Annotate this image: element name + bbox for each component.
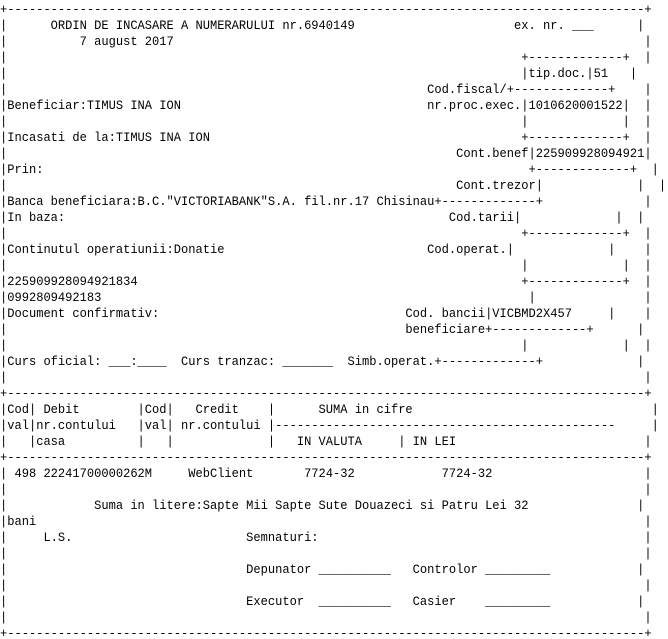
- document-line: | L.S. Semnaturi: |: [0, 530, 652, 545]
- document-line: | |: [0, 578, 652, 593]
- document-line: |Document confirmativ: Cod. bancii|VICBMD2X457 | |: [0, 306, 652, 321]
- document-line: | | | |: [0, 258, 652, 273]
- document-line: |225909928094921834 +-------------+ |: [0, 274, 652, 289]
- document-line: | +-------------+ |: [0, 50, 652, 65]
- document-line: | Executor __________ Casier _________ |: [0, 594, 645, 609]
- document-line: | 7 august 2017 |: [0, 34, 652, 49]
- document-line: | Depunator __________ Controlor _________ |: [0, 562, 645, 577]
- document-line: | |: [0, 370, 652, 385]
- document-line: |Prin: +-------------+ |: [0, 162, 659, 177]
- document-line: |Continutul operatiunii:Donatie Cod.operat.| | |: [0, 242, 652, 257]
- document-line: +----------------------------------------------------------------------------------------+: [0, 386, 652, 401]
- document-line: |Banca beneficiara:B.C."VICTORIABANK"S.A. fil.nr.17 Chisinau+-------------+ |: [0, 194, 652, 209]
- document-line: | Cont.benef|225909928094921|: [0, 146, 652, 161]
- document-line: | |: [0, 546, 652, 561]
- document-line: | 498 22241700000262M WebClient 7724-32 7724-32 |: [0, 466, 652, 481]
- document-line: | Cont.trezor| | |: [0, 178, 667, 193]
- document-line: | | | |: [0, 338, 652, 353]
- document-line: |Curs oficial: ___:____ Curs tranzac: _______ Simb.operat.+-------------+ |: [0, 354, 645, 369]
- document-line: +----------------------------------------------------------------------------------------+: [0, 626, 652, 639]
- document-line: | |casa | | | IN VALUTA | IN LEI |: [0, 434, 652, 449]
- document-line: |Beneficiar:TIMUS INA ION nr.proc.exec.|1010620001522| |: [0, 98, 652, 113]
- document-line: |Cod| Debit |Cod| Credit | SUMA in cifre |: [0, 402, 659, 417]
- document-line: | | | |: [0, 114, 652, 129]
- document-line: | |: [0, 482, 652, 497]
- document-line: | ORDIN DE INCASARE A NUMERARULUI nr.6940149 ex. nr. ___ |: [0, 18, 645, 33]
- document-line: | +-------------+ |: [0, 226, 652, 241]
- document-line: |Incasati de la:TIMUS INA ION +-------------+ |: [0, 130, 652, 145]
- document-line: | |: [0, 610, 652, 625]
- document-line: | Suma in litere:Sapte Mii Sapte Sute Douazeci si Patru Lei 32 |: [0, 498, 645, 513]
- document-line: | beneficiare+-------------+ |: [0, 322, 645, 337]
- document-line: |val|nr.contului |val| nr.contului |----------------------------------------------- |: [0, 418, 659, 433]
- document-line: +----------------------------------------------------------------------------------------+: [0, 450, 652, 465]
- document-line: | Cod.fiscal/+-------------+ |: [0, 82, 652, 97]
- document-line: |0992809492183 | |: [0, 290, 652, 305]
- document-line: |bani |: [0, 514, 652, 529]
- document-line: |In baza: Cod.tarii| | |: [0, 210, 645, 225]
- document-line: +----------------------------------------------------------------------------------------+: [0, 2, 652, 17]
- document-line: | |tip.doc.|51 |: [0, 66, 638, 81]
